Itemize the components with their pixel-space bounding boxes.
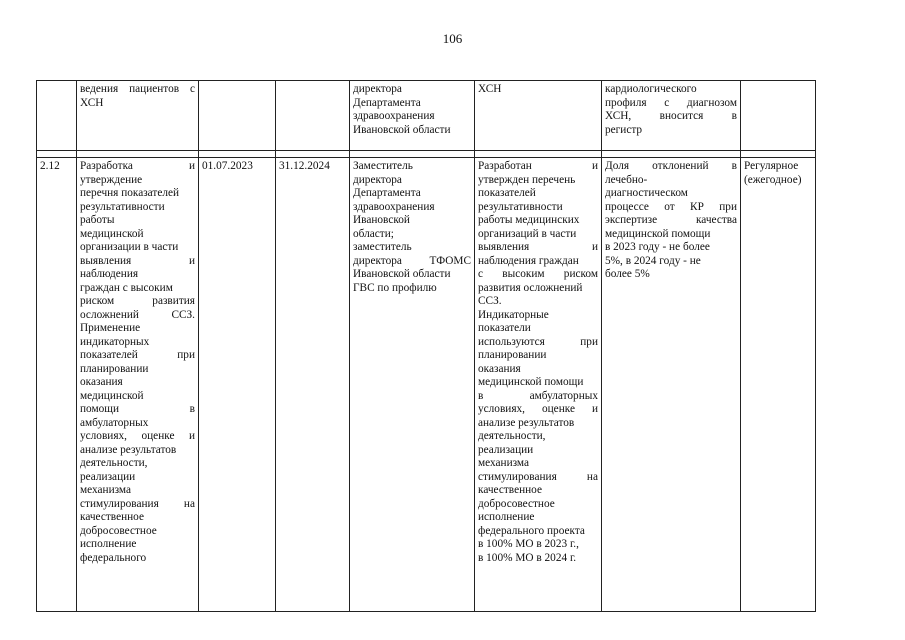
cell-line: Доля отклонений в [605, 160, 737, 172]
cell-line: медицинской [80, 227, 144, 240]
cell-line: осложнений ССЗ. [80, 308, 195, 321]
cell-line: Ивановской [353, 214, 410, 226]
cell-line: реализации [478, 443, 534, 456]
cell-end-date [276, 81, 350, 151]
cell-activity [77, 81, 199, 151]
row-separator [37, 151, 816, 158]
cell-line: анализе результатов [478, 416, 575, 429]
cell-line: условиях, оценке и [80, 430, 195, 442]
cell-line: (ежегодное) [744, 173, 802, 186]
cell-line: медицинской [80, 389, 144, 402]
cell-indicator [602, 158, 741, 612]
cell-line: показателей при [80, 349, 195, 361]
cell-line: стимулирования на [478, 470, 598, 483]
cell-line: директора [353, 83, 402, 95]
cell-line: ГВС по профилю [353, 281, 437, 294]
cell-line: ССЗ. [478, 295, 502, 307]
cell-line: деятельности, [478, 430, 546, 442]
cell-line: работы медицинских [478, 214, 580, 226]
cell-line: Применение [80, 322, 141, 334]
cell-line: Регулярное [744, 160, 799, 172]
cell-line: в 2023 году - не более [605, 241, 710, 253]
cell-line: здравоохранения [353, 110, 435, 122]
cell-line: показатели [478, 322, 531, 334]
cell-line: более 5% [605, 268, 650, 280]
cell-line: наблюдения [80, 268, 139, 280]
cell-line: исполнение [80, 538, 137, 550]
cell-line: анализе результатов [80, 443, 177, 456]
cell-line: утверждение [80, 173, 143, 186]
cell-line: граждан с высоким [80, 281, 173, 294]
cell-line: 31.12.2024 [279, 160, 330, 172]
cell-responsible [350, 158, 475, 612]
cell-line: наблюдения граждан [478, 254, 579, 267]
cell-line: в амбулаторных [478, 389, 598, 402]
cell-line: здравоохранения [353, 200, 435, 213]
cell-line: условиях, оценке и [478, 403, 598, 415]
cell-line: 01.07.2023 [202, 160, 253, 172]
cell-line: планировании [80, 362, 149, 375]
cell-line: в 100% МО в 2024 г. [478, 551, 577, 564]
cell-start-date [199, 81, 276, 151]
cell-line: Ивановской области [353, 268, 451, 280]
cell-number [37, 158, 77, 612]
cell-line: регистр [605, 123, 643, 136]
cell-line: результативности [80, 200, 165, 213]
cell-line: Индикаторные [478, 308, 549, 321]
cell-line: лечебно- [605, 173, 648, 186]
cell-result [475, 81, 602, 151]
cell-line: перечня показателей [80, 187, 180, 199]
cell-frequency [741, 158, 816, 612]
cell-line: реализации [80, 470, 136, 483]
cell-line: качественное [80, 511, 144, 523]
cell-line: директора ТФОМС [353, 254, 471, 267]
cell-line: профиля с диагнозом [605, 96, 737, 109]
cell-line: амбулаторных [80, 416, 149, 429]
cell-line: выявления и [80, 254, 195, 267]
cell-line: ХСН [80, 96, 104, 109]
table-row [37, 81, 816, 151]
cell-line: ХСН, вносится в [605, 110, 737, 122]
cell-line: работы [80, 214, 115, 226]
cell-line: добросовестное [80, 524, 157, 537]
page-number: 106 [442, 31, 463, 46]
cell-line: Ивановской области [353, 123, 451, 136]
cell-line: развития осложнений [478, 281, 583, 294]
cell-line: оказания [478, 362, 521, 375]
cell-frequency [741, 81, 816, 151]
cell-line: индикаторных [80, 335, 150, 348]
cell-number [37, 81, 77, 151]
cell-line: планировании [478, 349, 547, 361]
cell-line: Разработка и [80, 160, 195, 172]
cell-line: 2.12 [40, 160, 60, 172]
cell-line: результативности [478, 200, 563, 213]
cell-line: заместитель [353, 241, 412, 253]
cell-line: показателей [478, 187, 536, 199]
cell-line: с высоким риском [478, 268, 598, 280]
cell-line: медицинской помощи [605, 227, 711, 240]
cell-end-date [276, 158, 350, 612]
cell-line: риском развития [80, 295, 195, 307]
cell-line: механизма [478, 457, 530, 469]
cell-result [475, 158, 602, 612]
cell-line: ХСН [478, 83, 502, 95]
cell-line: федерального проекта [478, 524, 585, 537]
cell-line: диагностическом [605, 187, 688, 199]
cell-line: оказания [80, 376, 123, 388]
cell-line: экспертизе качества [605, 214, 737, 226]
cell-line: 5%, в 2024 году - не [605, 254, 701, 267]
table-row [37, 158, 816, 612]
cell-line: Департамента [353, 96, 421, 109]
cell-line: деятельности, [80, 457, 148, 469]
cell-responsible [350, 81, 475, 151]
cell-line: организаций в части [478, 227, 577, 240]
cell-line: Разработан и [478, 160, 598, 172]
cell-start-date [199, 158, 276, 612]
cell-line: утвержден перечень [478, 173, 576, 186]
cell-line: выявления и [478, 241, 598, 253]
cell-line: Департамента [353, 187, 421, 199]
cell-line: директора [353, 173, 402, 186]
cell-line: помощи в [80, 403, 195, 415]
cell-line: области; [353, 227, 394, 240]
plan-table [36, 80, 816, 612]
cell-line: используются при [478, 335, 598, 348]
cell-line: кардиологического [605, 83, 697, 95]
cell-line: федерального [80, 551, 147, 564]
cell-line: стимулирования на [80, 497, 195, 510]
cell-line: процессе от КР при [605, 200, 737, 213]
cell-line: исполнение [478, 511, 535, 523]
cell-line: Заместитель [353, 160, 413, 172]
cell-line: медицинской помощи [478, 376, 584, 388]
cell-line: ведения пациентов с [80, 83, 195, 95]
cell-indicator [602, 81, 741, 151]
cell-line: механизма [80, 484, 132, 496]
cell-activity [77, 158, 199, 612]
cell-line: организации в части [80, 241, 179, 253]
cell-line: в 100% МО в 2023 г., [478, 538, 579, 550]
cell-line: добросовестное [478, 497, 555, 510]
cell-line: качественное [478, 484, 542, 496]
